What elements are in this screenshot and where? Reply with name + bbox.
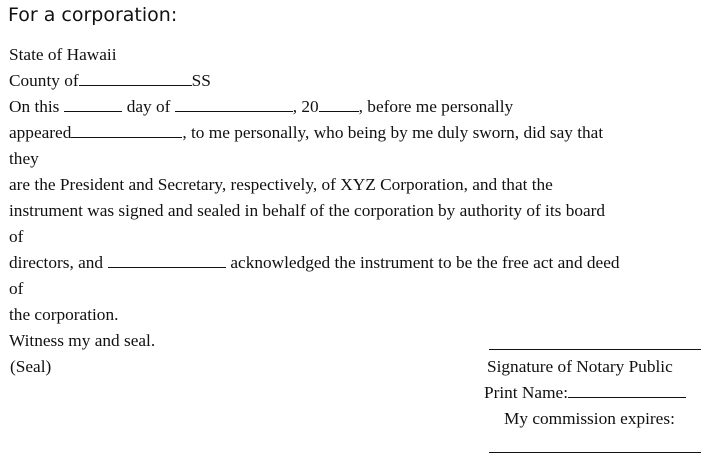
appeared-text: appeared bbox=[9, 123, 72, 142]
print-name-row bbox=[484, 380, 686, 406]
seal-label: (Seal) bbox=[10, 357, 52, 376]
notary-acknowledgment bbox=[9, 42, 719, 354]
appeared-line bbox=[9, 120, 719, 146]
print-name-blank[interactable] bbox=[568, 380, 686, 398]
witness-line bbox=[9, 328, 719, 354]
signature-line[interactable] bbox=[489, 349, 701, 350]
acknowledged-text: acknowledged the instrument to be the free act and deed bbox=[226, 253, 620, 272]
county-line bbox=[9, 68, 719, 94]
officer-blank[interactable] bbox=[108, 250, 226, 268]
instrument-line bbox=[9, 198, 719, 224]
directors-line bbox=[9, 250, 719, 276]
president-text: are the President and Secretary, respectively, of XYZ Corporation, and that the bbox=[9, 175, 553, 194]
of-line-2 bbox=[9, 276, 719, 302]
on-this-text: On this bbox=[9, 97, 60, 116]
day-blank[interactable] bbox=[64, 94, 122, 112]
county-blank[interactable] bbox=[79, 68, 192, 86]
corporation-text: the corporation. bbox=[9, 305, 119, 324]
directors-text: directors, and bbox=[9, 253, 104, 272]
of-line-1 bbox=[9, 224, 719, 250]
day-of-text: day of bbox=[122, 97, 175, 116]
president-line bbox=[9, 172, 719, 198]
signature-label: Signature of Notary Public bbox=[487, 357, 673, 376]
county-label: County of bbox=[9, 71, 79, 90]
state-line bbox=[9, 42, 719, 68]
witness-text: Witness my and seal. bbox=[9, 331, 156, 350]
section-heading: For a corporation: bbox=[8, 4, 178, 26]
date-line bbox=[9, 94, 719, 120]
they-line bbox=[9, 146, 719, 172]
print-name-label: Print Name: bbox=[484, 383, 568, 402]
sworn-text: , to me personally, who being by me duly sworn, did say that bbox=[182, 123, 604, 142]
before-me-text: , before me personally bbox=[358, 97, 514, 116]
commission-label: My commission expires: bbox=[504, 409, 675, 428]
instrument-text: instrument was signed and sealed in behalf of the corporation by authority of its board bbox=[9, 201, 606, 220]
they-text: they bbox=[9, 149, 39, 168]
of-text-2: of bbox=[9, 279, 24, 298]
year-prefix-text: , 20 bbox=[292, 97, 319, 116]
appeared-blank[interactable] bbox=[71, 120, 182, 138]
of-text-1: of bbox=[9, 227, 24, 246]
year-blank[interactable] bbox=[319, 94, 359, 112]
state-text: State of Hawaii bbox=[9, 45, 117, 64]
ss-label: SS bbox=[191, 71, 211, 90]
commission-line[interactable] bbox=[489, 452, 701, 453]
corporation-line bbox=[9, 302, 719, 328]
month-blank[interactable] bbox=[175, 94, 293, 112]
